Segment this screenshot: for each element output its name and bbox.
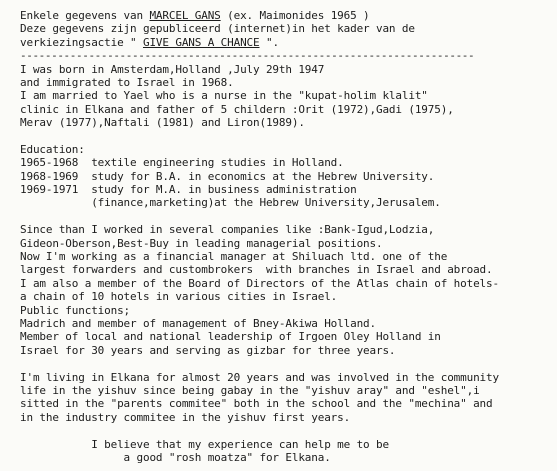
paragraph-gap: [20, 424, 550, 437]
community-line: in the industry commitee in the yishuv first years.: [20, 410, 351, 424]
header-line-2: Deze gegevens zijn gepubliceerd (internet)in het kader van de: [20, 22, 415, 36]
career-line: Gideon-Oberson,Best-Buy in leading managerial positions.: [20, 236, 383, 250]
closing-line: a good "rosh moatza" for Elkana.: [20, 450, 331, 464]
header-line-3: [20, 36, 550, 49]
career-line: Madrich and member of management of Bney-Akiwa Holland.: [20, 316, 376, 330]
community-line: sitted in the "parents commitee" both in the school and the "mechina" and: [20, 397, 493, 411]
career-line: largest forwarders and custombrokers with branches in Israel and abroad.: [20, 263, 493, 277]
bio-line: I am married to Yael who is a nurse in the "kupat-holim klalit": [20, 89, 428, 103]
career-line: I am also a member of the Board of Directors of the Atlas chain of hotels-: [20, 276, 499, 290]
education-line: 1965-1968 textile engineering studies in Holland.: [20, 156, 344, 170]
header-divider: -------------------------------------------------------------------------: [20, 49, 475, 63]
candidate-name: MARCEL GANS: [149, 9, 221, 22]
career-line: Now I'm working as a financial manager at Shiluach ltd. one of the: [20, 250, 448, 264]
paragraph-gap: [20, 357, 550, 370]
campaign-intro-text: verkiezingsactie ": [20, 35, 143, 49]
bio-line: and immigrated to Israel in 1968.: [20, 75, 234, 89]
campaign-slogan: GIVE GANS A CHANCE: [142, 35, 260, 49]
education-line: 1969-1971 study for M.A. in business administration: [20, 183, 357, 197]
education-heading: Education:: [20, 142, 85, 156]
closing-line: I believe that my experience can help me to be: [20, 437, 389, 451]
header-intro-text: Enkele gegevens van: [20, 9, 150, 22]
education-line: 1968-1969 study for B.A. in economics at the Hebrew University.: [20, 169, 435, 183]
header-school-text: (ex. Maimonides 1965 ): [220, 9, 370, 22]
career-line: Israel for 30 years and serving as gizbar for three years.: [20, 343, 396, 357]
header-line-1: [20, 9, 550, 22]
career-line: Since than I worked in several companies like :Bank-Igud,Lodzia,: [20, 223, 435, 237]
bio-line: Merav (1977),Naftali (1981) and Liron(1989).: [20, 116, 305, 130]
bio-line: I was born in Amsterdam,Holland ,July 29th 1947: [20, 62, 325, 76]
paragraph-gap: [20, 130, 550, 143]
bio-line: clinic in Elkana and father of 5 childern :Orit (1972),Gadi (1975),: [20, 102, 454, 116]
career-line: a chain of 10 hotels in various cities in Israel.: [20, 290, 338, 304]
document-body: [20, 9, 550, 464]
campaign-end-text: ".: [259, 35, 279, 49]
community-line: I'm living in Elkana for almost 20 years and was involved in the community: [20, 370, 499, 384]
education-line: (finance,marketing)at the Hebrew University,Jerusalem.: [20, 196, 441, 210]
career-line: Public functions;: [20, 303, 131, 317]
community-line: life in the yishuv since being gabay in the "yishuv aray" and "eshel",i: [20, 383, 480, 397]
paragraph-gap: [20, 210, 550, 223]
career-line: Member of local and national leadership of Irgoen Oley Holland in: [20, 330, 441, 344]
